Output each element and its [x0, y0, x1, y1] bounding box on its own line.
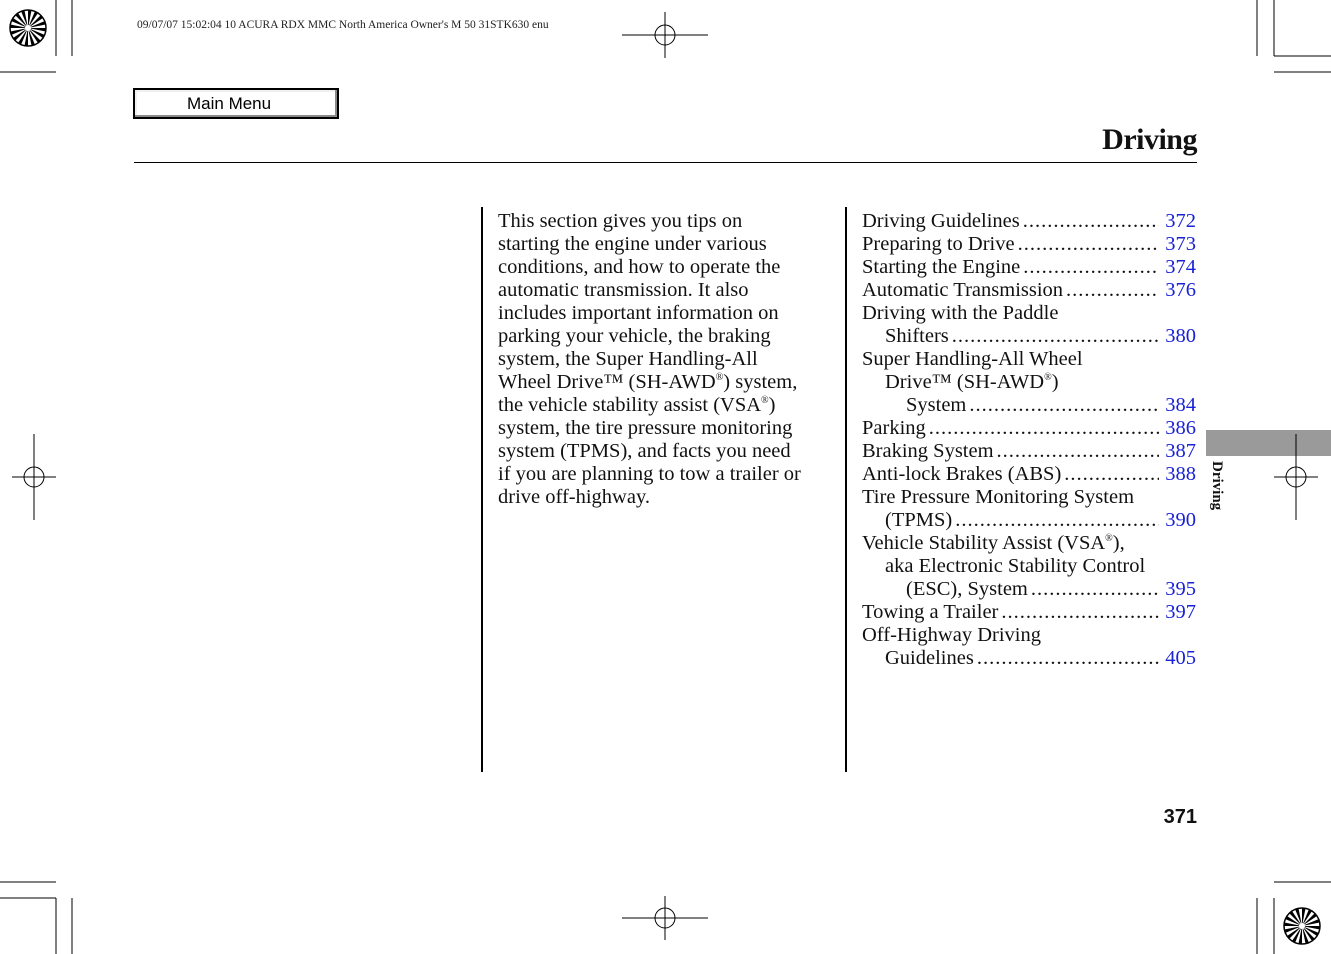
- toc-item-label: Shifters: [885, 325, 949, 347]
- intro-line: starting the engine under various: [498, 233, 767, 255]
- intro-line: system (TPMS), and facts you need: [498, 440, 791, 462]
- toc-item-label: (TPMS): [885, 509, 953, 531]
- intro-line: Wheel Drive™ (SH-AWD®) system,: [498, 371, 798, 393]
- toc-page-link[interactable]: 395: [1165, 578, 1196, 600]
- main-menu-label: Main Menu: [187, 94, 272, 113]
- toc-page-link[interactable]: 373: [1165, 233, 1196, 255]
- toc-item-label: Driving with the Paddle: [862, 302, 1059, 324]
- toc-page-link[interactable]: 384: [1165, 394, 1196, 416]
- toc-item-label: Braking System: [862, 440, 994, 462]
- toc-page-link[interactable]: 386: [1165, 417, 1196, 439]
- toc-page-link[interactable]: 372: [1165, 210, 1196, 232]
- intro-line: system, the Super Handling-All: [498, 348, 758, 370]
- intro-line: if you are planning to tow a trailer or: [498, 463, 801, 485]
- page-number: 371: [1163, 806, 1197, 828]
- toc-item-label: Anti-lock Brakes (ABS): [862, 463, 1062, 485]
- page-title: Driving: [1102, 123, 1197, 156]
- intro-line: parking your vehicle, the braking: [498, 325, 771, 347]
- intro-line: system, the tire pressure monitoring: [498, 417, 793, 439]
- section-tab-label: Driving: [1209, 461, 1225, 511]
- print-header: 09/07/07 15:02:04 10 ACURA RDX MMC North America Owner's M 50 31STK630 enu: [137, 19, 549, 31]
- toc-item-label: Guidelines: [885, 647, 974, 669]
- intro-line: drive off-highway.: [498, 486, 650, 508]
- toc-page-link[interactable]: 380: [1165, 325, 1196, 347]
- toc-page-link[interactable]: 397: [1165, 601, 1196, 623]
- toc-page-link[interactable]: 376: [1165, 279, 1196, 301]
- toc-item-label: Parking: [862, 417, 926, 439]
- toc-page-link[interactable]: 390: [1165, 509, 1196, 531]
- toc-item-label: Automatic Transmission: [862, 279, 1064, 301]
- toc-item-label: Off-Highway Driving: [862, 624, 1041, 646]
- toc-item-label: Super Handling-All Wheel: [862, 348, 1083, 370]
- intro-line: conditions, and how to operate the: [498, 256, 781, 278]
- toc-item-label: (ESC), System: [906, 578, 1028, 600]
- toc-page-link[interactable]: 387: [1165, 440, 1196, 462]
- toc-item-label: Driving Guidelines: [862, 210, 1020, 232]
- intro-line: automatic transmission. It also: [498, 279, 749, 301]
- toc-item-label: Vehicle Stability Assist (VSA®),: [862, 532, 1125, 554]
- toc-page-link[interactable]: 405: [1165, 647, 1196, 669]
- toc-item-label: Tire Pressure Monitoring System: [862, 486, 1135, 508]
- toc-page-link[interactable]: 388: [1165, 463, 1196, 485]
- toc-item-label: Towing a Trailer: [862, 601, 999, 623]
- toc-page-link[interactable]: 374: [1165, 256, 1196, 278]
- toc-item-label: Starting the Engine: [862, 256, 1021, 278]
- toc-item-label: aka Electronic Stability Control: [885, 555, 1146, 577]
- intro-line: includes important information on: [498, 302, 779, 324]
- intro-line: This section gives you tips on: [498, 210, 743, 232]
- intro-line: the vehicle stability assist (VSA®): [498, 394, 776, 416]
- toc-item-label: Preparing to Drive: [862, 233, 1015, 255]
- toc-item-label: Drive™ (SH-AWD®): [885, 371, 1059, 393]
- toc-item-label: System: [906, 394, 967, 416]
